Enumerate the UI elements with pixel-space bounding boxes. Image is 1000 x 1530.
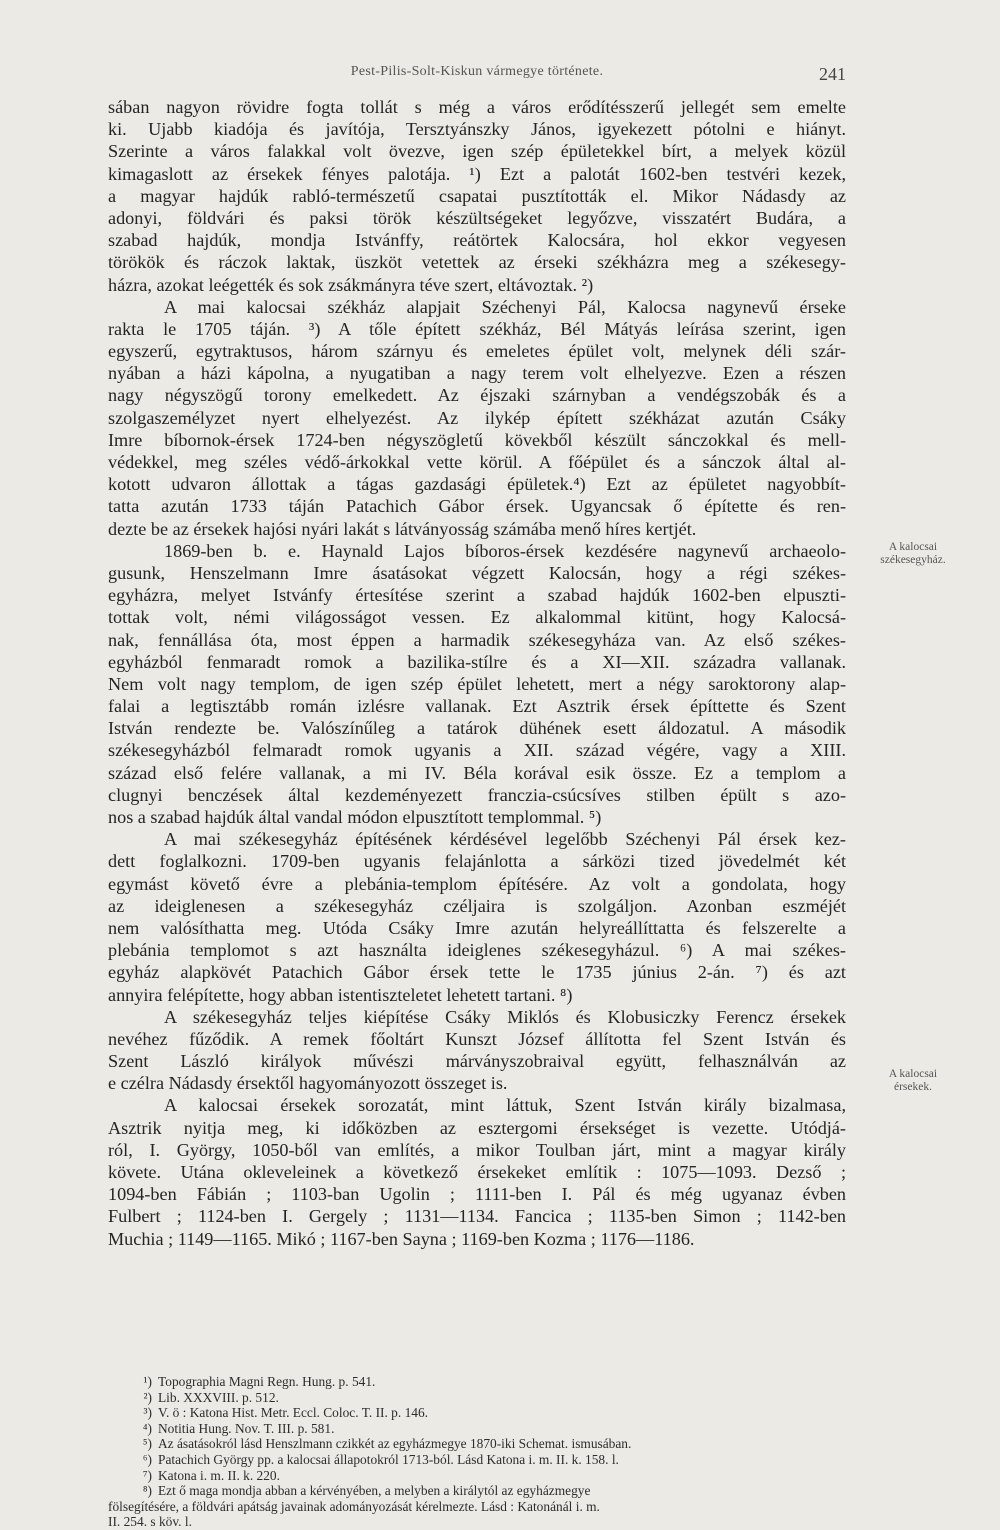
text-line: házra, azokat leégették és sok zsákmányra téve szert, eltávoztak. ²) [108,274,594,295]
footnote-mark: ²) [143,1389,152,1405]
footnote [108,1390,846,1406]
text-line: nevéhez fűződik. A remek főoltárt Kunszt József állította fel Szent István és [108,1028,846,1049]
footnote [108,1374,846,1390]
footnote-text: Ezt ő maga mondja abban a kérvényében, a melyben a királytól az egyházmegye [158,1483,591,1499]
text-line: követe. Utána okleveleinek a következő érsekeket említik : 1075—1093. Dezső ; [108,1162,846,1182]
margin-note-line: A kalocsai [888,541,938,553]
footnote-text: II. 254. s köv. l. [108,1514,192,1530]
text-line: clugnyi benczések által kezdeményezett franczia-csúcsíves stilben épült s azo- [108,784,846,805]
text-line: kimagaslott az érsekek fényes palotája. ¹) Ezt a palotát 1602-ben testvéri kezek, [108,163,846,184]
text-line: Imre bíbornok-érsek 1724-ben négyszögletű kövekből készült sánczokkal és mell- [108,429,846,450]
page-header [108,64,846,88]
text-line: István rendezte be. Valószínűleg a tatárok dühének esett áldozatul. A második [108,718,846,739]
margin-note-line: érsekek. [894,1081,932,1093]
text-line: Szent László királyok művészi márványszobraival együtt, felhasználván az [108,1051,846,1072]
margin-note-line: székesegyház. [880,554,946,566]
text-line: A mai székesegyház építésének kérdésével legelőbb Széchenyi Pál érsek kez- [164,829,846,850]
footnote-mark: ⁵) [142,1436,152,1452]
footnote [108,1514,846,1530]
page-number: 241 [819,64,846,84]
text-line: nak, fennállása óta, most éppen a harmadik székesegyháza van. Az első székes- [108,629,846,650]
text-line: nos a szabad hajdúk által vandal módon elpusztított templommal. ⁵) [108,807,602,827]
text-line: egymást követő évre a plebánia-templom építésére. Az volt a gondolata, hogy [108,873,846,894]
margin-note-line: A kalocsai [888,1068,938,1080]
text-line: ki. Ujabb kiadója és javítója, Tersztyánszky János, igyekezett pótolni e hiányt. [108,119,846,140]
text-line: sában nagyon rövidre fogta tollát s még a város erődítésszerű jellegét sem emelte [108,97,846,117]
footnote [108,1452,846,1468]
footnote [108,1405,846,1421]
text-line: plebánia templomot s azt használta ideiglenes székesegyházul. ⁶) A mai székes- [108,940,846,961]
footnote-text: Az ásatásokról lásd Henszlmann czikkét az egyházmegye 1870-iki Schemat. ismusában. [158,1436,632,1452]
text-line: szabad hajdúk, mondja Istvánffy, reátörtek Kalocsára, hol ekkor vegyesen [108,230,846,251]
text-line: a magyar hajdúk rabló-természetű csapatai pusztították el. Mikor Nádasdy az [108,185,846,206]
footnote-text: fölsegítésére, a földvári apátság javainak adományozását kérelmezte. Lásd : Katonánál i. m. [108,1498,600,1514]
text-line: 1869-ben b. e. Haynald Lajos bíboros-érsek kezdésére nagynevű archaeolo- [164,540,846,561]
text-line: törökök és ráczok laktak, üszköt vetettek az érseki székházra meg a székesegy- [108,252,846,273]
text-line: nyában a házi kápolna, a nyugatiban a nagy terem volt elhelyezve. Ezen a részen [108,363,846,384]
running-title: Pest-Pilis-Solt-Kiskun vármegye története. [350,64,604,79]
footnote-text: Patachich György pp. a kalocsai állapotokról 1713-ból. Lásd Katona i. m. II. k. 158. l. [158,1451,619,1467]
text-line: székesegyházból felmaradt romok ugyanis a XII. század végére, vagy a XIII. [108,740,846,761]
text-line: egyházra, melyet Istvánfy értesítése szerint a szabad hajdúk 1602-ben elpuszti- [108,585,846,606]
footnote-mark: ³) [143,1405,152,1421]
text-line: Fulbert ; 1124-ben I. Gergely ; 1131—1134. Fancica ; 1135-ben Simon ; 1142-ben [108,1206,846,1227]
text-line: gusunk, Henszelmann Imre ásatásokat végzett Kalocsán, hogy a régi székes- [108,562,846,583]
footnote-text: Topographia Magni Regn. Hung. p. 541. [158,1374,376,1389]
text-line: adonyi, földvári és paksi török készültségeket legyőzve, visszatért Budára, a [108,207,846,228]
text-line: A mai kalocsai székház alapjait Széchenyi Pál, Kalocsa nagynevű érseke [164,296,846,317]
footnote-mark: ¹) [143,1374,152,1389]
text-line: Nem volt nagy templom, de igen szép épület lehetett, mert a négy saroktorony alap- [108,673,846,694]
footnote-text: Lib. XXXVIII. p. 512. [158,1389,279,1405]
text-line: tatta azután 1733 táján Patachich Gábor érsek. Ugyancsak ő építette és ren- [108,496,846,517]
text-line: A székesegyház teljes kiépítése Csáky Miklós és Klobusiczky Ferencz érsekek [164,1006,846,1027]
text-line: egyszerű, egytraktusos, három szárnyu és emeletes épület volt, melynek déli szár- [108,341,846,362]
text-line: dezte be az érsekek hajósi nyári lakát s látványosság számába menő híres kertjét. [108,518,697,539]
footnote [108,1468,846,1484]
footnote [108,1436,846,1452]
footnote-mark: ⁶) [142,1451,152,1467]
text-line: Szerinte a város falakkal volt övezve, igen szép épületekkel bírt, a melyek közül [108,141,846,162]
text-line: A kalocsai érsekek sorozatát, mint láttuk, Szent István király bizalmasa, [164,1095,846,1116]
text-line: ról, I. György, 1050-ből van említés, a mikor Toulban járt, mint a magyar király [108,1139,846,1160]
text-line: Asztrik nyitja meg, ki időközben az esztergomi érsekséget is vezette. Utódjá- [108,1117,846,1138]
footnote-mark: ⁷) [142,1467,152,1483]
text-line: egyház alapkövét Patachich Gábor érsek tette le 1735 június 2-án. ⁷) és azt [108,962,846,983]
text-line: kotott udvaron állottak a tágas gazdasági épületek.⁴) Ezt az épületet nagyobbít- [108,474,846,495]
text-line: rakta le 1705 táján. ³) A tőle épített székház, Bél Mátyás leírása szerint, igen [108,318,846,339]
text-line: szolgaszemélyzet nyert elhelyezést. Az ilykép épített székházat azután Csáky [108,407,846,428]
text-line: tottak volt, némi világosságot vessen. Ez alkalommal kitünt, hogy Kalocsá- [108,607,846,628]
footnote-mark: ⁸) [142,1483,152,1499]
footnote [108,1499,846,1515]
text-line: e czélra Nádasdy érsektől hagyományozott összeget is. [108,1073,508,1094]
text-line: védekkel, meg széles védő-árkokkal vette körül. A főépület és a sánczok által al- [108,452,846,472]
text-line: az ideiglenesen a székesegyház czéljaira is szolgáljon. Azonban eszméjét [108,895,846,916]
margin-note-archbishops [858,1068,968,1094]
footnote-text: Notitia Hung. Nov. T. III. p. 581. [158,1420,335,1436]
footnotes [108,1374,846,1530]
footnote [108,1421,846,1437]
text-line: annyira felépítette, hogy abban istentiszteletet lehetett tartani. ⁸) [108,984,573,1005]
footnote-text: V. ö : Katona Hist. Metr. Eccl. Coloc. T. II. p. 146. [158,1405,429,1421]
footnote-mark: ⁴) [142,1420,152,1436]
text-line: nem valósíthatta meg. Utóda Csáky Imre azután helyreállíttatta és felszerelte a [108,917,846,938]
body-text [108,96,846,1250]
text-line: 1094-ben Fábián ; 1103-ban Ugolin ; 1111-ben I. Pál és még ugyanaz évben [108,1184,846,1205]
text-line: dett foglalkozni. 1709-ben ugyanis felajánlotta a sárközi tized jövedelmét két [108,851,846,872]
text-line: nagy négyszögű torony emelkedett. Az éjszaki szárnyban a vendégszobák és a [108,385,846,406]
margin-note-cathedral [858,541,968,567]
text-line: falai a legtisztább román izlésre vallanak. Ezt Asztrik érsek építtette és Szent [108,696,846,717]
text-line: század első felére vallanak, a mi IV. Béla korával esik össze. Ez a templom a [108,762,846,783]
footnote [108,1483,846,1499]
text-line: egyházból fenmaradt romok a bazilika-stílre és a XI—XII. századra vallanak. [108,651,846,672]
footnote-text: Katona i. m. II. k. 220. [158,1467,280,1483]
text-line: Muchia ; 1149—1165. Mikó ; 1167-ben Sayna ; 1169-ben Kozma ; 1176—1186. [108,1228,695,1249]
